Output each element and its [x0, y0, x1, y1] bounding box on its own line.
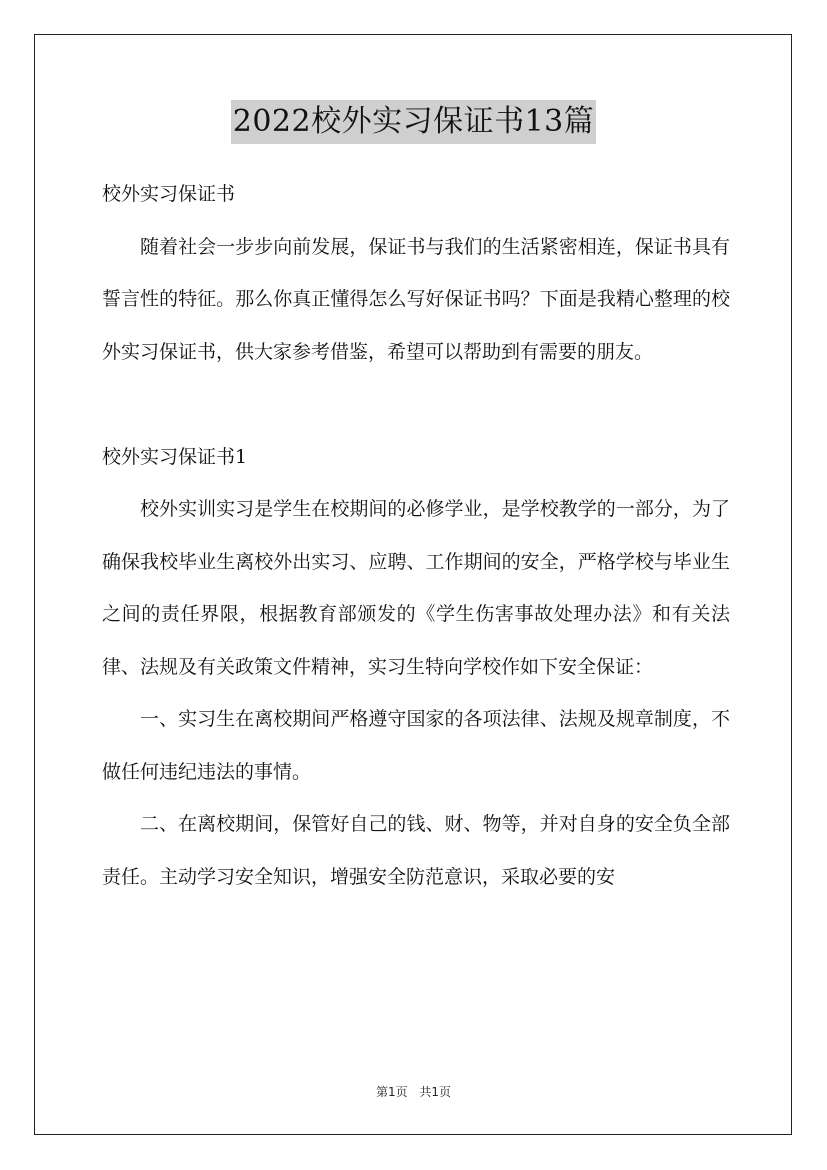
title-wrap [0, 100, 827, 144]
body-paragraph: 一、实习生在离校期间严格遵守国家的各项法律、法规及规章制度，不做任何违纪违法的事情。 [102, 708, 730, 783]
page-number: 第1页 [375, 1085, 408, 1099]
section-heading-1: 校外实习保证书1 [102, 445, 248, 468]
body-paragraph: 二、在离校期间，保管好自己的钱、财、物等，并对自身的安全负全部责任。主动学习安全知识，增强安全防范意识，采取必要的安 [102, 813, 730, 888]
page-total: 共1页 [419, 1085, 452, 1099]
blank-line [102, 378, 730, 431]
intro-paragraph: 随着社会一步步向前发展，保证书与我们的生活紧密相连，保证书具有誓言性的特征。那么你真正懂得怎么写好保证书吗？下面是我精心整理的校外实习保证书，供大家参考借鉴，希望可以帮助到有需要的朋友。 [102, 235, 730, 363]
body-paragraph: 校外实训实习是学生在校期间的必修学业，是学校教学的一部分，为了确保我校毕业生离校外出实习、应聘、工作期间的安全，严格学校与毕业生之间的责任界限，根据教育部颁发的《学生伤害事故处理办法》和有关法律、法规及有关政策文件精神，实习生特向学校作如下安全保证： [102, 498, 730, 678]
document-body [102, 168, 730, 903]
section-heading-intro: 校外实习保证书 [102, 183, 236, 205]
page-footer [0, 1083, 827, 1101]
document-title: 2022校外实习保证书13篇 [231, 100, 597, 144]
